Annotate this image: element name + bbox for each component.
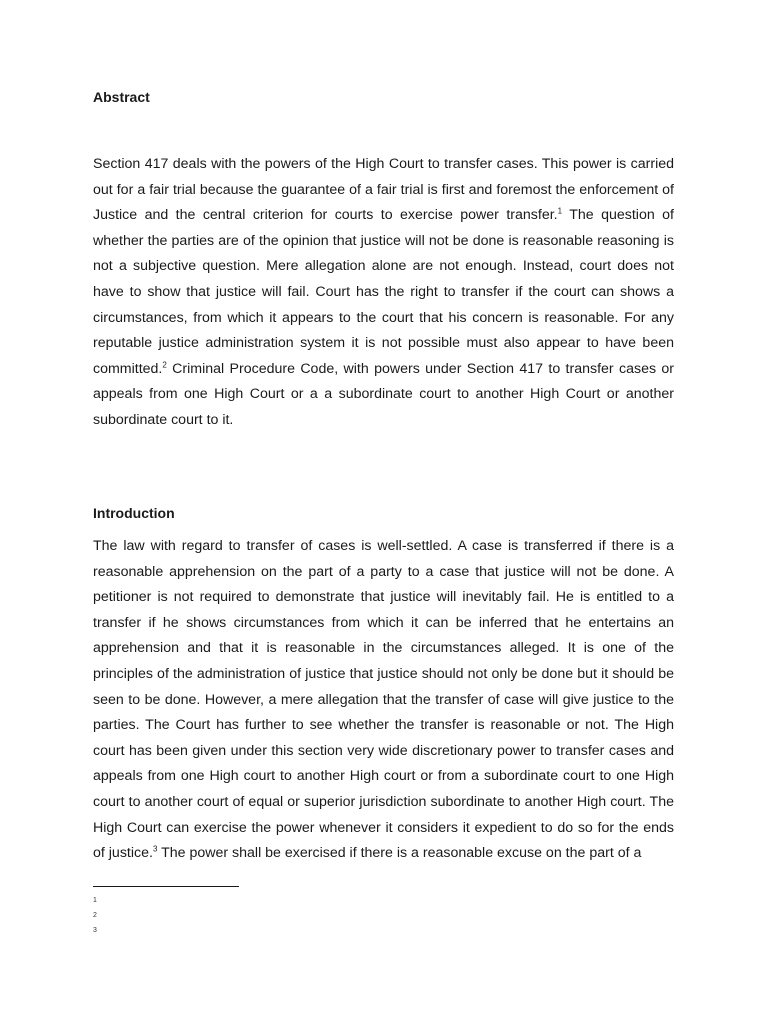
footnote-ref-2[interactable]: 2 <box>162 360 167 370</box>
footnote-separator <box>93 886 239 887</box>
footnote-1: 1 <box>93 897 97 904</box>
abstract-text-2: The question of whether the parties are of the opinion that justice will not be done is reasonable reasoning is not a subjective question. Mere allegation alone are not enough. Instead, court does not have to show that justice will fail. Court has the right to transfer if the court can shows a circumstances, from which it appears to the court that his concern is reasonable. For any reputable justice administration system it is not possible must also appear to have been committed. <box>93 207 674 377</box>
footnote-3: 3 <box>93 927 97 934</box>
footnotes <box>93 893 97 938</box>
abstract-paragraph <box>93 152 674 434</box>
abstract-heading: Abstract <box>93 89 150 105</box>
introduction-text-1: The law with regard to transfer of cases is well-settled. A case is transferred if there is a reasonable apprehension on the part of a party to a case that justice will not be done. A petitioner is not required to demonstrate that justice will inevitably fail. He is entitled to a transfer if he shows circumstances from which it can be inferred that he entertains an apprehension and that it is reasonable in the circumstances alleged. It is one of the principles of the administration of justice that justice should not only be done but it should be seen to be done. However, a mere allegation that the transfer of case will give justice to the parties. The Court has further to see whether the transfer is reasonable or not. The High court has been given under this section very wide discretionary power to transfer cases and appeals from one High court to another High court or from a subordinate court to one High court to another court of equal or superior jurisdiction subordinate to another High court. The High Court can exercise the power whenever it considers it expedient to do so for the ends of justice. <box>93 538 674 862</box>
abstract-text-1: Section 417 deals with the powers of the High Court to transfer cases. This power is carried out for a fair trial because the guarantee of a fair trial is first and foremost the enforcement of Justice and the central criterion for courts to exercise power transfer. <box>93 156 674 224</box>
footnote-ref-1[interactable]: 1 <box>557 206 563 216</box>
abstract-text-3: Criminal Procedure Code, with powers under Section 417 to transfer cases or appeals from one High Court or a a subordinate court to another High Court or another subordinate court to it. <box>93 360 674 428</box>
footnote-2: 2 <box>93 912 97 919</box>
footnote-ref-3[interactable]: 3 <box>152 844 158 854</box>
introduction-heading: Introduction <box>93 505 175 521</box>
introduction-text-2: The power shall be exercised if there is a reasonable excuse on the part of a <box>157 845 642 862</box>
introduction-paragraph <box>93 534 674 867</box>
